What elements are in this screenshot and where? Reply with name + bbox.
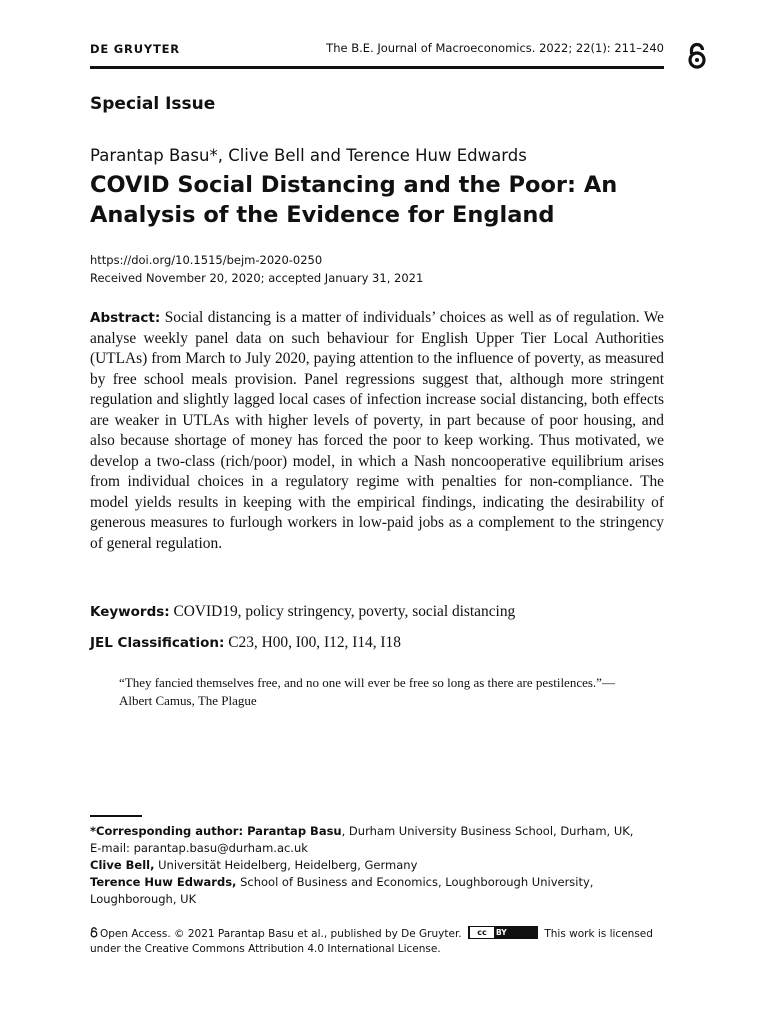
edwards-affiliation-cont: Loughborough, UK — [90, 892, 197, 906]
title-line: COVID Social Distancing and the Poor: An — [90, 172, 618, 198]
license-text-2: This work is licensed — [544, 928, 653, 940]
license-text-3: under the Creative Commons Attribution 4.0 International License. — [90, 943, 441, 955]
license-text-1: Open Access. © 2021 Parantap Basu et al., published by De Gruyter. — [100, 928, 462, 940]
author-list: Parantap Basu*, Clive Bell and Terence Huw Edwards — [90, 146, 527, 165]
received-dates: Received November 20, 2020; accepted January 31, 2021 — [90, 271, 424, 285]
header-rule — [90, 66, 664, 69]
jel-text: C23, H00, I00, I12, I14, I18 — [228, 634, 401, 651]
author-footnotes — [90, 823, 666, 908]
keywords — [90, 603, 664, 621]
license-notice — [90, 926, 666, 957]
cc-badge-by: BY — [495, 928, 507, 937]
title-line: Analysis of the Evidence for England — [90, 202, 555, 228]
corresponding-label: *Corresponding author: Parantap Basu — [90, 824, 342, 838]
author-edwards — [90, 874, 666, 891]
open-access-icon — [686, 42, 708, 70]
bell-name: Clive Bell, — [90, 858, 155, 872]
edwards-affiliation: School of Business and Economics, Loughborough University, — [236, 875, 594, 889]
footnote-rule — [90, 815, 142, 817]
section-label: Special Issue — [90, 94, 216, 114]
abstract-text: Social distancing is a matter of individuals’ choices as well as of regulation. We analyse weekly panel data on such behaviour for English Upper Tier Local Authorities (UTLAs) from March to July 2020, paying attention to the influence of poverty, as measured by free school meals provision. Panel regressions suggest that, although more stringent regulation and slightly lagged local cases of infection increase social distancing, both effects are weaker in UTLAs with higher levels of poverty, in part because of poor housing, and also because shortage of money has forced the poor to keep working. Thus motivated, we develop a two-class (rich/poor) model, in which a Nash noncooperative equilibrium arises from individual choices in a regulatory regime with penalties for non-compliance. The model yields results in keeping with the empirical findings, indicating the desirability of generous measures to furlough workers in low-paid jobs as a complement to the stringency of general regulation. — [90, 309, 664, 552]
edwards-name: Terence Huw Edwards, — [90, 875, 237, 889]
author-bell — [90, 857, 666, 874]
abstract — [90, 308, 664, 554]
doi-link[interactable]: https://doi.org/10.1515/bejm-2020-0250 — [90, 253, 323, 267]
article-meta — [90, 251, 423, 287]
corresponding-affiliation: , Durham University Business School, Durham, UK, — [341, 824, 634, 838]
corresponding-author — [90, 823, 666, 840]
open-access-small-icon — [90, 927, 98, 938]
epigraph — [119, 674, 654, 710]
keywords-text: COVID19, policy stringency, poverty, social distancing — [173, 603, 516, 620]
publisher-name: DE GRUYTER — [90, 42, 180, 56]
jel-classification — [90, 634, 664, 652]
journal-citation: The B.E. Journal of Macroeconomics. 2022; 22(1): 211–240 — [326, 41, 664, 55]
author-email[interactable]: E-mail: parantap.basu@durham.ac.uk — [90, 841, 308, 855]
epigraph-quote: “They fancied themselves free, and no one will ever be free so long as there are pestilences.”— — [119, 675, 615, 690]
cc-by-badge[interactable] — [468, 926, 538, 939]
bell-affiliation: Universität Heidelberg, Heidelberg, Germany — [154, 858, 418, 872]
epigraph-source: Albert Camus, The Plague — [119, 693, 257, 708]
abstract-label: Abstract: — [90, 310, 161, 326]
jel-label: JEL Classification: — [90, 635, 225, 651]
cc-badge-cc: cc — [470, 927, 494, 938]
running-header — [90, 40, 664, 56]
keywords-label: Keywords: — [90, 604, 170, 620]
article-title — [90, 170, 690, 230]
